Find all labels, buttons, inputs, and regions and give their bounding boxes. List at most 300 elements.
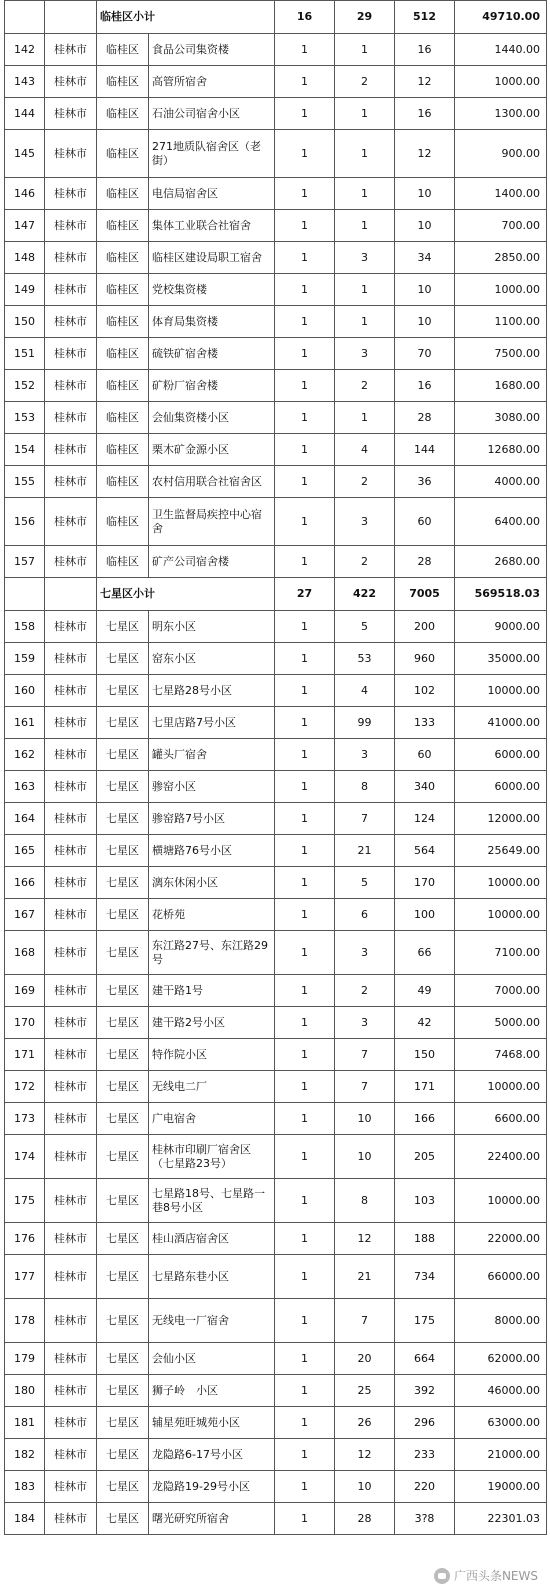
cell-city: 桂林市: [45, 1223, 97, 1255]
cell-no: 143: [5, 66, 45, 98]
cell-d: 10000.00: [455, 1179, 547, 1223]
cell-a: 1: [275, 466, 335, 498]
cell-name: 矿产公司宿舍楼: [149, 546, 275, 578]
cell-city: 桂林市: [45, 975, 97, 1007]
cell-no: [5, 578, 45, 611]
cell-b: 2: [335, 370, 395, 402]
cell-d: 5000.00: [455, 1007, 547, 1039]
cell-district: 临桂区: [97, 546, 149, 578]
cell-a: 1: [275, 771, 335, 803]
cell-d: 62000.00: [455, 1343, 547, 1375]
cell-district: 七星区: [97, 1471, 149, 1503]
cell-name: 广电宿舍: [149, 1103, 275, 1135]
cell-no: 168: [5, 931, 45, 975]
cell-d: 22400.00: [455, 1135, 547, 1179]
cell-name: 龙隐路19-29号小区: [149, 1471, 275, 1503]
cell-no: 153: [5, 402, 45, 434]
cell-d: 6400.00: [455, 498, 547, 546]
table-row: [5, 66, 547, 98]
cell-name: 农村信用联合社宿舍区: [149, 466, 275, 498]
cell-city: 桂林市: [45, 274, 97, 306]
cell-district: 七星区: [97, 1007, 149, 1039]
cell-a: 1: [275, 242, 335, 274]
cell-district: 七星区: [97, 1135, 149, 1179]
cell-name: 辅星苑旺城苑小区: [149, 1407, 275, 1439]
cell-d: 2680.00: [455, 546, 547, 578]
cell-city: 桂林市: [45, 1503, 97, 1535]
cell-city: 桂林市: [45, 306, 97, 338]
cell-city: 桂林市: [45, 210, 97, 242]
cell-c: 42: [395, 1007, 455, 1039]
table-row: [5, 867, 547, 899]
cell-name: 桂山酒店宿舍区: [149, 1223, 275, 1255]
cell-district: 临桂区: [97, 98, 149, 130]
cell-district: 七星区: [97, 1103, 149, 1135]
cell-c: 512: [395, 1, 455, 34]
table-row: [5, 1071, 547, 1103]
cell-d: 19000.00: [455, 1471, 547, 1503]
cell-district: 七星区: [97, 1039, 149, 1071]
cell-no: 177: [5, 1255, 45, 1299]
cell-no: 144: [5, 98, 45, 130]
cell-no: 178: [5, 1299, 45, 1343]
table-row: [5, 1007, 547, 1039]
cell-d: 12680.00: [455, 434, 547, 466]
cell-d: 10000.00: [455, 867, 547, 899]
cell-c: 16: [395, 34, 455, 66]
cell-district: 七星区: [97, 611, 149, 643]
subtotal-row: [5, 1, 547, 34]
cell-no: 145: [5, 130, 45, 178]
cell-no: 179: [5, 1343, 45, 1375]
cell-city: 桂林市: [45, 130, 97, 178]
cell-a: 1: [275, 1255, 335, 1299]
cell-a: 1: [275, 899, 335, 931]
cell-city: 桂林市: [45, 803, 97, 835]
cell-city: 桂林市: [45, 1299, 97, 1343]
cell-city: 桂林市: [45, 1039, 97, 1071]
cell-d: 41000.00: [455, 707, 547, 739]
wechat-icon: [434, 1568, 450, 1584]
table-row: [5, 242, 547, 274]
cell-b: 1: [335, 34, 395, 66]
cell-b: 1: [335, 210, 395, 242]
cell-c: 734: [395, 1255, 455, 1299]
cell-d: 49710.00: [455, 1, 547, 34]
cell-no: 151: [5, 338, 45, 370]
cell-no: 147: [5, 210, 45, 242]
cell-b: 1: [335, 306, 395, 338]
cell-d: 6600.00: [455, 1103, 547, 1135]
watermark: [434, 1567, 538, 1584]
cell-no: 152: [5, 370, 45, 402]
cell-c: 150: [395, 1039, 455, 1071]
cell-d: 7100.00: [455, 931, 547, 975]
cell-no: 162: [5, 739, 45, 771]
cell-district: 七星区: [97, 1503, 149, 1535]
cell-d: 1400.00: [455, 178, 547, 210]
cell-no: 173: [5, 1103, 45, 1135]
cell-name: 271地质队宿舍区（老街）: [149, 130, 275, 178]
cell-no: 180: [5, 1375, 45, 1407]
cell-b: 422: [335, 578, 395, 611]
table-row: [5, 1407, 547, 1439]
cell-district: 临桂区: [97, 178, 149, 210]
cell-b: 1: [335, 274, 395, 306]
cell-a: 1: [275, 1135, 335, 1179]
table-row: [5, 210, 547, 242]
cell-no: 174: [5, 1135, 45, 1179]
cell-name: 龙隐路6-17号小区: [149, 1439, 275, 1471]
cell-b: 3: [335, 931, 395, 975]
cell-name: 体育局集资楼: [149, 306, 275, 338]
cell-name: 骖窑路7号小区: [149, 803, 275, 835]
cell-no: 155: [5, 466, 45, 498]
cell-b: 2: [335, 66, 395, 98]
cell-district: 七星区: [97, 931, 149, 975]
cell-d: 7500.00: [455, 338, 547, 370]
cell-b: 21: [335, 835, 395, 867]
cell-name: 七星区小计: [97, 578, 275, 611]
table-row: [5, 274, 547, 306]
cell-c: 144: [395, 434, 455, 466]
table-row: [5, 34, 547, 66]
cell-district: 临桂区: [97, 210, 149, 242]
table-row: [5, 1439, 547, 1471]
cell-b: 3: [335, 242, 395, 274]
cell-c: 102: [395, 675, 455, 707]
cell-name: 无线电一厂宿舍: [149, 1299, 275, 1343]
cell-city: 桂林市: [45, 466, 97, 498]
cell-b: 8: [335, 771, 395, 803]
cell-c: 12: [395, 130, 455, 178]
cell-a: 1: [275, 402, 335, 434]
cell-name: 硫铁矿宿舍楼: [149, 338, 275, 370]
cell-city: 桂林市: [45, 546, 97, 578]
table-row: [5, 98, 547, 130]
cell-city: 桂林市: [45, 498, 97, 546]
cell-d: 9000.00: [455, 611, 547, 643]
cell-name: 集体工业联合社宿舍: [149, 210, 275, 242]
cell-name: 会仙集资楼小区: [149, 402, 275, 434]
cell-c: 340: [395, 771, 455, 803]
cell-name: 七里店路7号小区: [149, 707, 275, 739]
cell-district: 七星区: [97, 1255, 149, 1299]
cell-d: 1680.00: [455, 370, 547, 402]
cell-district: 七星区: [97, 899, 149, 931]
cell-name: 横塘路76号小区: [149, 835, 275, 867]
cell-d: 7000.00: [455, 975, 547, 1007]
cell-a: 1: [275, 675, 335, 707]
cell-district: 七星区: [97, 1407, 149, 1439]
table-row: [5, 643, 547, 675]
cell-a: 1: [275, 1007, 335, 1039]
cell-a: 1: [275, 130, 335, 178]
cell-district: 七星区: [97, 867, 149, 899]
cell-d: 6000.00: [455, 771, 547, 803]
cell-b: 53: [335, 643, 395, 675]
cell-district: 临桂区: [97, 402, 149, 434]
cell-name: 卫生监督局疾控中心宿舍: [149, 498, 275, 546]
cell-district: 七星区: [97, 803, 149, 835]
cell-b: 10: [335, 1103, 395, 1135]
cell-district: 七星区: [97, 1439, 149, 1471]
cell-a: 1: [275, 98, 335, 130]
cell-no: 176: [5, 1223, 45, 1255]
cell-b: 7: [335, 1299, 395, 1343]
cell-name: 骖窑小区: [149, 771, 275, 803]
cell-c: 60: [395, 739, 455, 771]
cell-no: 165: [5, 835, 45, 867]
cell-a: 1: [275, 975, 335, 1007]
cell-no: 183: [5, 1471, 45, 1503]
cell-city: 桂林市: [45, 675, 97, 707]
table-row: [5, 1255, 547, 1299]
cell-city: 桂林市: [45, 1135, 97, 1179]
cell-no: 158: [5, 611, 45, 643]
cell-c: 10: [395, 178, 455, 210]
table-row: [5, 306, 547, 338]
cell-b: 3: [335, 498, 395, 546]
cell-a: 1: [275, 66, 335, 98]
cell-no: 149: [5, 274, 45, 306]
cell-name: 七星路28号小区: [149, 675, 275, 707]
table-row: [5, 466, 547, 498]
cell-district: 七星区: [97, 771, 149, 803]
cell-name: 桂林市印刷厂宿舍区（七星路23号）: [149, 1135, 275, 1179]
table-row: [5, 835, 547, 867]
cell-c: 60: [395, 498, 455, 546]
cell-no: 142: [5, 34, 45, 66]
cell-d: 6000.00: [455, 739, 547, 771]
cell-district: 临桂区: [97, 242, 149, 274]
cell-d: 4000.00: [455, 466, 547, 498]
cell-d: 8000.00: [455, 1299, 547, 1343]
cell-district: 临桂区: [97, 370, 149, 402]
cell-name: 漓东休闲小区: [149, 867, 275, 899]
table-row: [5, 975, 547, 1007]
cell-c: 12: [395, 66, 455, 98]
cell-no: 164: [5, 803, 45, 835]
cell-district: 临桂区: [97, 434, 149, 466]
cell-district: 临桂区: [97, 306, 149, 338]
cell-city: 桂林市: [45, 178, 97, 210]
cell-no: 156: [5, 498, 45, 546]
cell-d: 63000.00: [455, 1407, 547, 1439]
cell-city: 桂林市: [45, 931, 97, 975]
cell-d: 21000.00: [455, 1439, 547, 1471]
cell-a: 1: [275, 434, 335, 466]
cell-c: 16: [395, 370, 455, 402]
cell-b: 10: [335, 1135, 395, 1179]
cell-city: 桂林市: [45, 1375, 97, 1407]
cell-b: 3: [335, 1007, 395, 1039]
cell-a: 1: [275, 34, 335, 66]
cell-name: 曙光研究所宿舍: [149, 1503, 275, 1535]
cell-name: 石油公司宿舍小区: [149, 98, 275, 130]
cell-c: 233: [395, 1439, 455, 1471]
cell-b: 2: [335, 975, 395, 1007]
cell-district: 临桂区: [97, 274, 149, 306]
table-row: [5, 1375, 547, 1407]
cell-c: 200: [395, 611, 455, 643]
cell-no: 159: [5, 643, 45, 675]
cell-b: 8: [335, 1179, 395, 1223]
cell-a: 1: [275, 338, 335, 370]
cell-city: 桂林市: [45, 643, 97, 675]
cell-c: 664: [395, 1343, 455, 1375]
cell-d: 10000.00: [455, 1071, 547, 1103]
cell-name: 建干路2号小区: [149, 1007, 275, 1039]
cell-no: 175: [5, 1179, 45, 1223]
table-row: [5, 739, 547, 771]
cell-no: 167: [5, 899, 45, 931]
cell-name: 临桂区建设局职工宿舍: [149, 242, 275, 274]
cell-c: 296: [395, 1407, 455, 1439]
cell-no: 171: [5, 1039, 45, 1071]
table-row: [5, 338, 547, 370]
cell-c: 3?8: [395, 1503, 455, 1535]
table-row: [5, 707, 547, 739]
table-row: [5, 1179, 547, 1223]
cell-c: 100: [395, 899, 455, 931]
cell-c: 220: [395, 1471, 455, 1503]
cell-no: 166: [5, 867, 45, 899]
cell-no: 157: [5, 546, 45, 578]
cell-district: 七星区: [97, 1179, 149, 1223]
cell-b: 7: [335, 803, 395, 835]
cell-d: 1440.00: [455, 34, 547, 66]
cell-city: 桂林市: [45, 34, 97, 66]
cell-c: 70: [395, 338, 455, 370]
cell-a: 1: [275, 1407, 335, 1439]
cell-no: 154: [5, 434, 45, 466]
cell-no: [5, 1, 45, 34]
cell-b: 5: [335, 867, 395, 899]
cell-district: 七星区: [97, 1071, 149, 1103]
cell-c: 166: [395, 1103, 455, 1135]
cell-c: 10: [395, 274, 455, 306]
cell-no: 146: [5, 178, 45, 210]
cell-a: 1: [275, 931, 335, 975]
cell-a: 27: [275, 578, 335, 611]
cell-b: 4: [335, 434, 395, 466]
cell-no: 184: [5, 1503, 45, 1535]
cell-c: 124: [395, 803, 455, 835]
cell-a: 1: [275, 611, 335, 643]
cell-d: 10000.00: [455, 899, 547, 931]
cell-city: 桂林市: [45, 1343, 97, 1375]
cell-a: 1: [275, 1103, 335, 1135]
cell-b: 7: [335, 1039, 395, 1071]
cell-b: 99: [335, 707, 395, 739]
cell-a: 1: [275, 643, 335, 675]
cell-d: 1300.00: [455, 98, 547, 130]
cell-city: 桂林市: [45, 771, 97, 803]
cell-district: 临桂区: [97, 34, 149, 66]
cell-city: 桂林市: [45, 1007, 97, 1039]
cell-district: 临桂区: [97, 338, 149, 370]
cell-a: 1: [275, 178, 335, 210]
cell-c: 392: [395, 1375, 455, 1407]
cell-c: 205: [395, 1135, 455, 1179]
cell-district: 七星区: [97, 1223, 149, 1255]
cell-a: 1: [275, 546, 335, 578]
cell-name: 临桂区小计: [97, 1, 275, 34]
cell-city: [45, 1, 97, 34]
cell-d: 1100.00: [455, 306, 547, 338]
cell-d: 3080.00: [455, 402, 547, 434]
cell-b: 2: [335, 546, 395, 578]
cell-b: 26: [335, 1407, 395, 1439]
cell-district: 临桂区: [97, 66, 149, 98]
cell-name: 狮子岭 小区: [149, 1375, 275, 1407]
cell-name: 党校集资楼: [149, 274, 275, 306]
cell-no: 160: [5, 675, 45, 707]
cell-district: 七星区: [97, 975, 149, 1007]
cell-b: 3: [335, 739, 395, 771]
cell-b: 5: [335, 611, 395, 643]
table-row: [5, 1103, 547, 1135]
cell-a: 1: [275, 306, 335, 338]
cell-c: 960: [395, 643, 455, 675]
table-row: [5, 1471, 547, 1503]
cell-a: 1: [275, 1299, 335, 1343]
cell-name: 罐头厂宿舍: [149, 739, 275, 771]
cell-district: 七星区: [97, 1343, 149, 1375]
cell-c: 28: [395, 402, 455, 434]
cell-a: 1: [275, 1375, 335, 1407]
cell-c: 16: [395, 98, 455, 130]
cell-district: 临桂区: [97, 466, 149, 498]
cell-name: 栗木矿金源小区: [149, 434, 275, 466]
cell-name: 花桥苑: [149, 899, 275, 931]
cell-c: 10: [395, 210, 455, 242]
cell-a: 1: [275, 707, 335, 739]
cell-a: 1: [275, 1179, 335, 1223]
table-row: [5, 675, 547, 707]
cell-city: 桂林市: [45, 98, 97, 130]
data-table: [4, 0, 547, 1535]
table-row: [5, 899, 547, 931]
cell-a: 1: [275, 274, 335, 306]
table-row: [5, 1039, 547, 1071]
cell-d: 900.00: [455, 130, 547, 178]
table-row: [5, 546, 547, 578]
cell-d: 35000.00: [455, 643, 547, 675]
table-row: [5, 498, 547, 546]
cell-b: 25: [335, 1375, 395, 1407]
cell-b: 4: [335, 675, 395, 707]
cell-c: 170: [395, 867, 455, 899]
cell-a: 1: [275, 1071, 335, 1103]
cell-c: 103: [395, 1179, 455, 1223]
cell-city: 桂林市: [45, 835, 97, 867]
cell-c: 10: [395, 306, 455, 338]
cell-name: 七星路东巷小区: [149, 1255, 275, 1299]
table-row: [5, 178, 547, 210]
cell-city: 桂林市: [45, 1071, 97, 1103]
cell-a: 1: [275, 498, 335, 546]
cell-a: 1: [275, 210, 335, 242]
cell-name: 电信局宿舍区: [149, 178, 275, 210]
table-row: [5, 1135, 547, 1179]
cell-city: 桂林市: [45, 338, 97, 370]
cell-d: 12000.00: [455, 803, 547, 835]
cell-no: 150: [5, 306, 45, 338]
cell-b: 1: [335, 98, 395, 130]
cell-a: 1: [275, 1343, 335, 1375]
